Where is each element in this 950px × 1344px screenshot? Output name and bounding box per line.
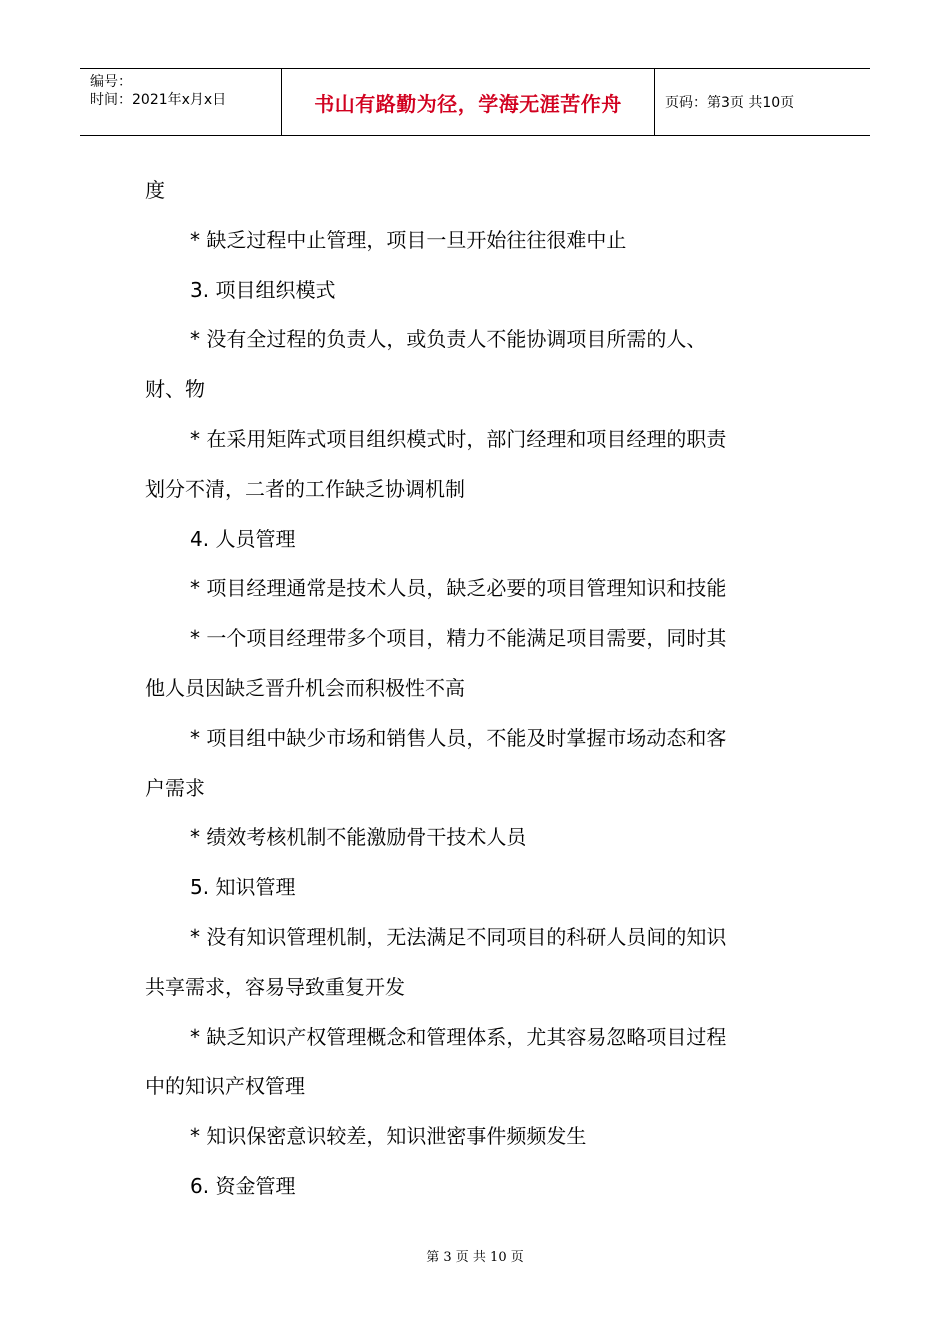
page-header (80, 68, 870, 136)
date-label: 时间：2021年x月x日 (90, 92, 227, 108)
bullet-item: * 缺乏过程中止管理，项目一旦开始往往很难中止 (190, 227, 627, 252)
header-page-cell (655, 69, 870, 135)
text-line: 他人员因缺乏晋升机会而积极性不高 (145, 675, 465, 700)
serial-number-label: 编号： (90, 74, 132, 90)
page-footer (0, 1246, 950, 1265)
bullet-item: * 知识保密意识较差，知识泄密事件频频发生 (190, 1124, 587, 1149)
bullet-item: * 没有知识管理机制，无法满足不同项目的科研人员间的知识 (190, 924, 727, 949)
section-heading: 3. 项目组织模式 (190, 277, 336, 302)
section-heading: 5. 知识管理 (190, 875, 296, 900)
bullet-item: * 项目组中缺少市场和销售人员，不能及时掌握市场动态和客 (190, 725, 727, 750)
header-slogan-cell (282, 69, 655, 135)
header-page-info: 页码：第3页 共10页 (665, 95, 795, 111)
bullet-item: * 缺乏知识产权管理概念和管理体系，尤其容易忽略项目过程 (190, 1024, 727, 1049)
text-line: 共享需求，容易导致重复开发 (145, 974, 405, 999)
bullet-item: * 没有全过程的负责人，或负责人不能协调项目所需的人、 (190, 327, 707, 352)
header-meta (80, 69, 282, 135)
bullet-item: * 项目经理通常是技术人员，缺乏必要的项目管理知识和技能 (190, 576, 727, 601)
text-line: 划分不清，二者的工作缺乏协调机制 (145, 476, 465, 501)
text-line: 度 (145, 178, 165, 202)
text-line: 户需求 (145, 775, 205, 800)
document-body (145, 166, 795, 1212)
slogan-text: 书山有路勤为径，学海无涯苦作舟 (314, 91, 622, 116)
bullet-item: * 绩效考核机制不能激励骨干技术人员 (190, 825, 527, 850)
section-heading: 4. 人员管理 (190, 526, 296, 551)
footer-page-number: 第 3 页 共 10 页 (426, 1250, 524, 1265)
bullet-item: * 在采用矩阵式项目组织模式时，部门经理和项目经理的职责 (190, 426, 727, 451)
text-line: 中的知识产权管理 (145, 1074, 305, 1099)
text-line: 财、物 (145, 377, 205, 402)
section-heading: 6. 资金管理 (190, 1173, 296, 1198)
bullet-item: * 一个项目经理带多个项目，精力不能满足项目需要，同时其 (190, 626, 727, 651)
